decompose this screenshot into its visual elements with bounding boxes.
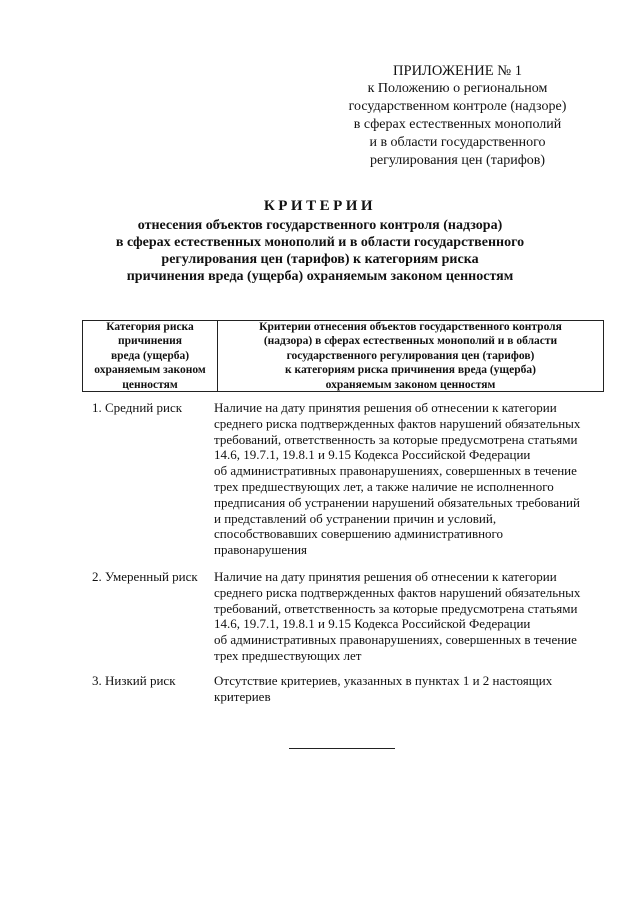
appendix-line: и в области государственного (369, 135, 546, 150)
criteria-line: Наличие на дату принятия решения об отнесении к категории (214, 569, 557, 584)
criteria-line: 14.6, 19.7.1, 19.8.1 и 9.15 Кодекса Российской Федерации (214, 616, 531, 632)
header-criteria (218, 321, 603, 391)
appendix-line: регулирования цен (тарифов) (369, 153, 546, 168)
header-risk-category (83, 321, 218, 391)
appendix-line: в сферах естественных монополий (353, 117, 562, 132)
appendix-block (330, 62, 585, 170)
criteria-line: среднего риска подтвержденных фактов нарушений обязательных (214, 415, 581, 431)
appendix-heading: ПРИЛОЖЕНИЕ № 1 (393, 63, 522, 79)
title-line: отнесения объектов государственного контроля (надзора) (137, 218, 503, 233)
criteria-line: среднего риска подтвержденных фактов нарушений обязательных (214, 584, 581, 600)
risk-label: 3. Низкий риск (92, 673, 176, 688)
risk-criteria (214, 400, 604, 558)
criteria-line: об административных правонарушениях, совершенных в течение (214, 463, 577, 479)
criteria-line: об административных правонарушениях, совершенных в течение (214, 632, 577, 648)
header-text: причинения (118, 335, 182, 348)
appendix-line: к Положению о региональном (367, 81, 548, 96)
criteria-line: и представлений об устранении причин и условий, (214, 510, 497, 526)
appendix-line: государственном контроле (надзоре) (348, 99, 567, 114)
criteria-line: критериев (214, 688, 271, 704)
risk-criteria (214, 673, 604, 705)
header-text: охраняемым законом (94, 364, 206, 377)
criteria-line: Наличие на дату принятия решения об отнесении к категории (214, 400, 557, 415)
risk-criteria (214, 569, 604, 664)
header-text: Критерии отнесения объектов государственного контроля (259, 320, 562, 333)
header-text: (надзора) в сферах естественных монополий и в области (263, 335, 558, 348)
criteria-line: правонарушения (214, 542, 308, 558)
title-word: КРИТЕРИИ (263, 198, 377, 214)
header-text: государственного регулирования цен (тарифов) (286, 349, 535, 362)
criteria-line: требований, ответственность за которые предусмотрена статьями (214, 600, 578, 616)
document-title (60, 198, 580, 285)
title-line: в сферах естественных монополий и в области государственного (115, 235, 525, 250)
criteria-line: трех предшествующих лет, а также наличие не исполненного (214, 478, 554, 494)
risk-label: 2. Умеренный риск (92, 569, 198, 584)
criteria-line: Отсутствие критериев, указанных в пунктах 1 и 2 настоящих (214, 673, 553, 688)
title-line: причинения вреда (ущерба) охраняемым законом ценностям (126, 269, 514, 284)
header-text: к категориям риска причинения вреда (ущерба) (285, 364, 536, 377)
criteria-line: способствовавших совершению административного (214, 526, 504, 542)
header-text: вреда (ущерба) (110, 349, 190, 362)
end-divider (289, 748, 395, 749)
risk-label: 1. Средний риск (92, 400, 183, 415)
criteria-line: трех предшествующих лет (214, 647, 362, 663)
criteria-line: 14.6, 19.7.1, 19.8.1 и 9.15 Кодекса Российской Федерации (214, 447, 531, 463)
criteria-line: требований, ответственность за которые предусмотрена статьями (214, 431, 578, 447)
criteria-line: предписания об устранении нарушений обязательных требований (214, 494, 580, 510)
title-line: регулирования цен (тарифов) к категориям риска (161, 252, 479, 267)
header-text: Категория риска (106, 320, 194, 333)
criteria-table-header (82, 320, 604, 392)
header-text: охраняемым законом ценностям (325, 378, 496, 391)
header-text: ценностям (122, 378, 178, 391)
